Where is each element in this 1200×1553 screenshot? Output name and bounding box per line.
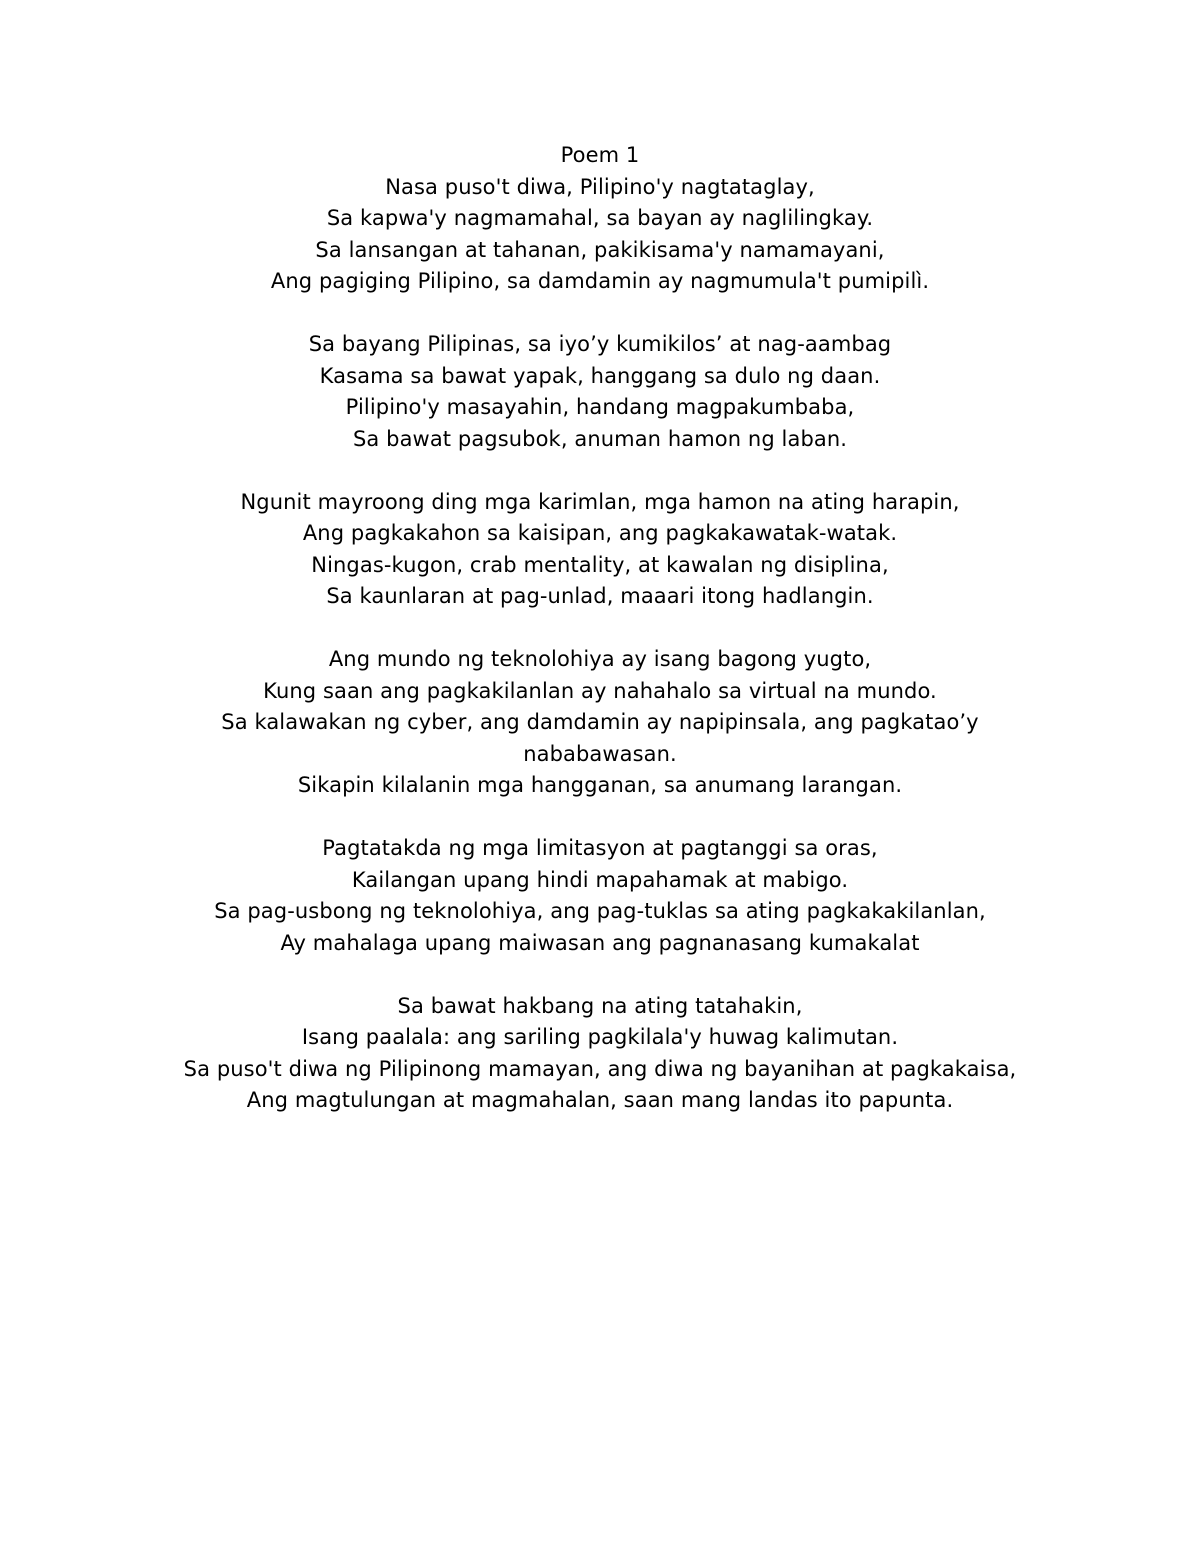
poem-line: Ang pagkakahon sa kaisipan, ang pagkakawatak-watak. bbox=[302, 521, 898, 545]
poem-line: Ngunit mayroong ding mga karimlan, mga hamon na ating harapin, bbox=[240, 489, 960, 514]
poem-line: Sa bawat pagsubok, anuman hamon ng laban. bbox=[352, 426, 848, 451]
stanza-3 bbox=[150, 487, 1050, 613]
poem-line: Sa puso't diwa ng Pilipinong mamayan, ang diwa ng bayanihan at pagkakaisa, bbox=[183, 1056, 1017, 1081]
stanza-4 bbox=[150, 644, 1050, 802]
poem-line: Ang mundo ng teknolohiya ay isang bagong yugto, bbox=[328, 647, 872, 671]
poem-line: Ang magtulungan at magmahalan, saan mang landas ito papunta. bbox=[246, 1088, 954, 1112]
stanza-2 bbox=[150, 329, 1050, 455]
poem-line: Sa lansangan at tahanan, pakikisama'y namamayani, bbox=[315, 237, 885, 262]
poem-line: Kailangan upang hindi mapahamak at mabigo. bbox=[351, 867, 849, 892]
poem-line: Sikapin kilalanin mga hangganan, sa anumang larangan. bbox=[297, 773, 903, 797]
poem-line: Ay mahalaga upang maiwasan ang pagnanasang kumakalat bbox=[280, 930, 920, 955]
poem-line: Nasa puso't diwa, Pilipino'y nagtataglay, bbox=[385, 174, 815, 199]
stanza-6 bbox=[150, 991, 1050, 1117]
poem-line: Sa kalawakan ng cyber, ang damdamin ay napipinsala, ang pagkatao’y nababawasan. bbox=[221, 710, 979, 766]
stanza-5 bbox=[150, 833, 1050, 959]
poem-body bbox=[150, 140, 1050, 1117]
poem-line: Ningas-kugon, crab mentality, at kawalan ng disiplina, bbox=[311, 552, 889, 577]
poem-line: Isang paalala: ang sariling pagkilala'y huwag kalimutan. bbox=[301, 1025, 899, 1049]
poem-line: Kasama sa bawat yapak, hanggang sa dulo ng daan. bbox=[319, 363, 881, 388]
poem-title: Poem 1 bbox=[560, 143, 640, 167]
poem-line: Ang pagiging Pilipino, sa damdamin ay nagmumula't pumipilì. bbox=[270, 269, 930, 293]
poem-line: Sa pag-usbong ng teknolohiya, ang pag-tuklas sa ating pagkakakilanlan, bbox=[214, 899, 986, 923]
poem-line: Pagtatakda ng mga limitasyon at pagtanggi sa oras, bbox=[322, 836, 878, 860]
poem-line: Sa kapwa'y nagmamahal, sa bayan ay naglilingkay. bbox=[326, 206, 874, 230]
poem-line: Sa kaunlaran at pag-unlad, maaari itong hadlangin. bbox=[326, 584, 874, 608]
stanza-1 bbox=[150, 172, 1050, 298]
poem-line: Sa bayang Pilipinas, sa iyo’y kumikilos’ at nag-aambag bbox=[308, 332, 892, 356]
poem-line: Kung saan ang pagkakilanlan ay nahahalo sa virtual na mundo. bbox=[263, 678, 937, 703]
poem-line: Pilipino'y masayahin, handang magpakumbaba, bbox=[345, 395, 855, 419]
poem-line: Sa bawat hakbang na ating tatahakin, bbox=[397, 993, 803, 1018]
